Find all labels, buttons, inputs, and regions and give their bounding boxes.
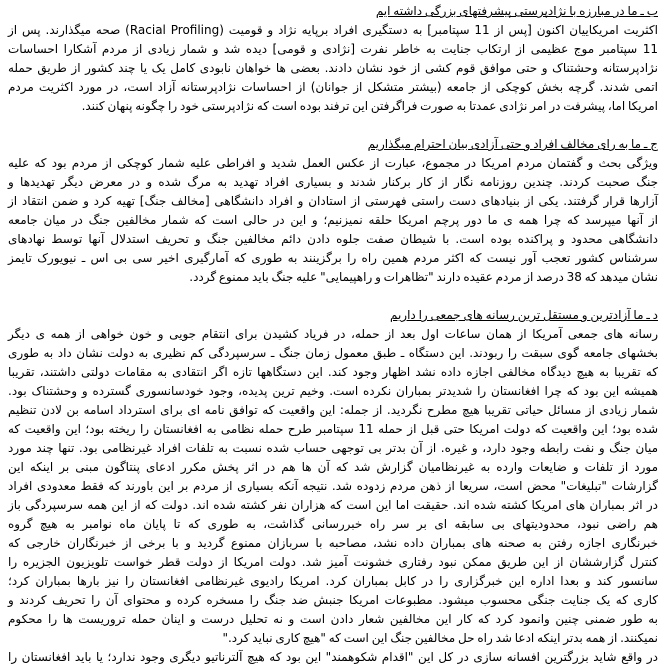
text-line: امریکا اما، پیشرفت در امر نژادی عمدتا به صورت فراگرفتن این ترفند بوده است که نژادپرستی خود را چگونه پنهان کنند.	[81, 99, 658, 113]
text-line: اتمی شدند. گرچه بخش کوچکی از جامعه (بیشتر متشکل از جوانان) از احساسات نژادپرستانه آزاد است، در مورد اکثریت مردم	[8, 80, 658, 94]
text-line: همیشه این بود که چرا افغانستان را شدیدتر بمباران نکرده است. وخیم ترین پدیده، وجود خودسانسوری گسترده و وحشتناک بود.	[8, 384, 658, 398]
text-line: جنگ صحبت کردند. چندین روزنامه نگار از کار برکنار شدند و بسیاری افراد تهدید به مرگ شده و در معرض دیگر تهدیدها و	[8, 175, 658, 189]
section-racism-progress	[8, 2, 658, 116]
text-line: کنترل گزارششان از این طریق ممکن نبود رفتاری خشونت آمیز شد. دولت امریکا از دولت قطر خواست تلویزیون الجزیره را	[8, 555, 658, 569]
text-line: از آنها میپرسد که چرا همه ی ما دور پرچم امریکا حلقه نمیزنیم؛ و این در حالی است که شمار مخالفین جنگ در میان جامعه	[8, 213, 658, 227]
text-line: در اثر بمباران های امریکا کشته شده اند. حقیقت اما این است که هزاران نفر کشته شده اند. دولت که از این همه سرسپردگی باز	[8, 498, 658, 512]
text-line: در واقع شاید بزرگترین افسانه سازی در کل این "اقدام شکوهمند" این بود که هیچ آلترناتیو دیگری وجود ندارد؛ یا باید افغانستان را	[8, 650, 658, 664]
section-heading: د ـ ما آزادترین و مستقل ترین رسانه های جمعی را داریم	[389, 308, 658, 322]
text-line: کاری که یک جنایت جنگی محسوب میشود. مطبوعات امریکا جنبش ضد جنگ را مسخره کرده و محتوای آن را تحریف کردند و	[8, 593, 658, 607]
text-line: شمار زیادی از مسائل حیاتی تقریبا هیچ مطرح نگردید. از جمله: این واقعیت که توافق نامه ای برای استرداد اسامه بن لادن تنظیم	[8, 403, 658, 417]
text-line: به طور ضمنی چنین وانمود کرد که کار این مخالفین شعار دادن است و نه تحلیل درست و اینان حمله تروریست ها را محکوم	[8, 612, 658, 626]
section-heading: ب ـ ما در مبارزه با نژادپرستی پیشرفتهای بزرگی داشته ایم	[375, 4, 658, 18]
text-line: نمیکنند. از همه بدتر اینکه ادعا شد راه حل مخالفین جنگ این است که "هیچ کاری نباید کرد."	[222, 631, 658, 645]
text-line: هم راضی نبود، محدودیتهای بی سابقه ای بر سر راه خبررسانی گذاشت، به طوری که تا پایان ماه نوامبر به هیچ گروه	[8, 517, 658, 531]
text-line: که تقریبا به هیچ دیدگاه مخالفی اجازه داده نشد اظهار وجود کند. این دستگاهها تازه اگر انتقادی به مقامات دولتی داشتند، تقریبا	[8, 365, 658, 379]
text-line: آزارها قرار گرفتند. یکی از بنیادهای دست راستی فهرستی از استادان و افراد دانشگاهی [مخالف جنگ] تهیه کرد و ضمن انتقاد از	[8, 194, 658, 208]
text-line: سرشناس کشور تعجب آور نیست که اکثر مردم همین راه را برگزینند به طوری که آمارگیری اخیر سی بی اس ـ نیویورک تایمز	[8, 251, 658, 265]
text-line: دانشگاهی محدود و پراکنده بوده است. با شیطان صفت جلوه دادن دائم مخالفین جنگ و تحریف استدلال آنها توسط نهادهای	[8, 232, 658, 246]
section-free-speech	[8, 135, 658, 287]
text-line: رسانه های جمعی آمریکا از همان ساعات اول بعد از حمله، در فریاد کشیدن برای انتقام جویی و خون خواهی از همه ی دیگر	[8, 327, 658, 341]
section-free-media	[8, 306, 658, 667]
text-line: شده بود؛ این واقعیت که دولت امریکا حتی قبل از حمله 11 سپتامبر طرح حمله نظامی به افغانستان را ریخته بود؛ این واقعیت که	[8, 422, 659, 436]
text-line: نژادپرستانه وحشتناک و حتی موافق قوم کشی از خود نشان دادند. بعضی ها خواهان نابودی کامل یک یا چند کشور از طریق حمله	[8, 61, 658, 75]
text-line: خبرنگاری اجازه رفتن به صحنه های بمباران داده نشد، مصاحبه با سربازان ممنوع گردید و با برخی از خبرنگاران خارجی که	[8, 536, 658, 550]
text-line: مورد از تلفات و ضایعات وارده به غیرنظامیان گزارش شد که آن ها هم در اثر پخش مکرر ادعای پنتاگون مبنی بر اینکه این	[8, 460, 658, 474]
text-line: 11 سپتامبر موج عظیمی از ارتکاب جنایت به خاطر نفرت [نژادی و قومی] دیده شد و شمار زیادی از مردم آشکارا احساسات	[8, 42, 658, 56]
text-line: نشان میدهد که 38 درصد از مردم عقیده دارند "تظاهرات و راهپیمایی" علیه جنگ باید ممنوع گردد.	[189, 270, 658, 284]
text-line: بخشهای جامعه گوی سبقت را ربودند. این دستگاه ـ طبق معمول زمان جنگ ـ سرسپردگی کم نظیری به دولت نشان داد به طوری	[8, 346, 658, 360]
text-line: گزارشات "تبلیغات" محض است، سریعا از ذهن مردم زدوده شد. نتیجه آنکه بسیاری از مردم بر این باورند که فقط معدودی افراد	[8, 479, 658, 493]
section-heading: ج ـ ما به رای مخالف افراد و حتی آزادی بیان احترام میگذاریم	[367, 137, 658, 151]
text-line: میان جنگ و نفت رابطه وجود دارد، و غیره. از آن بدتر بی توجهی حساب شده نسبت به تلفات افراد غیرنظامی بود. تنها چند مورد	[8, 441, 658, 455]
text-line: سانسور کند و بعدا اداره این خبرگزاری را در کابل بمباران کرد. امریکا رادیوی غیرنظامی افغانستان را نیز بارها بمباران کرد؛	[8, 574, 658, 588]
text-line: اکثریت امریکاییان اکنون [پس از 11 سپتامبر] به دستگیری افراد برپایه نژاد و قومیت (Racial Profiling) صحه میگذارند. پس از	[8, 23, 658, 37]
text-line: ویژگی بحث و گفتمان مردم امریکا در مجموع، عبارت از عکس العمل شدید و افراطی علیه شمار کوچکی از مردم بود که علیه	[8, 156, 658, 170]
